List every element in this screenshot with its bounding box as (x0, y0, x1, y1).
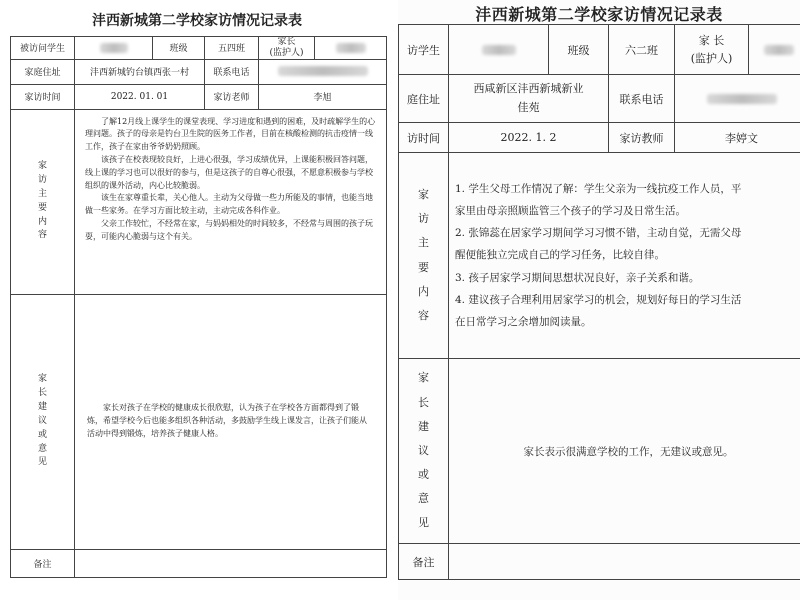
left-remark-empty (75, 549, 387, 577)
left-content-paragraph: 了解12月线上课学生的课堂表现、学习进度和遇到的困难，及时疏解学生的心理问题。孩子的母亲是钓台卫生院的医务工作者，目前在核酸检测的抗击疫情一线工作，孩子在家由爷爷奶奶照顾。 (85, 116, 376, 152)
right-value-address: 西咸新区沣西新城新业 佳苑 (449, 75, 609, 123)
right-row-student (399, 25, 800, 75)
left-row-suggestion (11, 294, 387, 549)
right-label-class: 班级 (549, 25, 609, 75)
right-label-suggestion: 家 长 建 议 或 意 见 (399, 359, 449, 544)
right-form-title: 沣西新城第二学校家访情况记录表 (475, 5, 723, 24)
right-value-date: 2022. 1. 2 (449, 123, 609, 153)
right-row-time (399, 123, 800, 153)
left-record-form (4, 0, 390, 600)
left-label-parent: 家长 (监护人) (259, 37, 315, 60)
left-value-date: 2022. 01. 01 (75, 84, 205, 109)
right-content-line: 2. 张锦蕊在居家学习期间学习习惯不错，主动自觉，无需父母 (455, 227, 742, 240)
left-value-address: 沣西新城钓台镇西张一村 (75, 59, 205, 84)
right-content-line: 醒便能独立完成自己的学习任务，比较自律。 (455, 249, 665, 262)
left-label-remark: 备注 (11, 549, 75, 577)
left-row-address (11, 59, 387, 84)
left-label-teacher: 家访老师 (205, 84, 259, 109)
right-label-student: 访学生 (399, 25, 449, 75)
left-value-teacher: 李旭 (259, 84, 387, 109)
right-suggestion-text: 家长表示很满意学校的工作，无建议或意见。 (449, 359, 800, 544)
right-value-teacher: 李婷文 (675, 123, 800, 153)
right-parent-name-redacted (749, 25, 800, 75)
left-value-class: 五四班 (205, 37, 259, 60)
left-row-time (11, 84, 387, 109)
left-student-name-redacted (75, 37, 153, 60)
left-form-title: 沣西新城第二学校家访情况记录表 (92, 13, 302, 29)
right-content-line: 家里由母亲照顾监管三个孩子的学习及日常生活。 (455, 205, 686, 218)
right-row-remark (399, 544, 800, 580)
right-value-class: 六二班 (609, 25, 675, 75)
left-suggestion-text: 家长对孩子在学校的健康成长很欣慰，认为孩子在学校各方面都得到了锻炼，希望学校今后也能多组织各种活动，多鼓励学生线上课发言，让孩子们能从活动中得到锻炼，培养孩子健康人格。 (75, 294, 387, 549)
right-student-name-redacted (449, 25, 549, 75)
right-row-content (399, 153, 800, 359)
left-label-class: 班级 (153, 37, 205, 60)
right-content-line: 3. 孩子居家学习期间思想状况良好，亲子关系和谐。 (455, 271, 700, 284)
right-row-address (399, 75, 800, 123)
right-row-suggestion (399, 359, 800, 544)
right-remark-empty (449, 544, 800, 580)
right-label-remark: 备注 (399, 544, 449, 580)
left-content-text (75, 109, 387, 294)
right-phone-redacted (675, 75, 800, 123)
right-record-form (398, 0, 800, 600)
left-parent-name-redacted (315, 37, 387, 60)
right-content-text (449, 153, 800, 359)
left-row-student (11, 37, 387, 60)
right-label-teacher: 家访教师 (609, 123, 675, 153)
left-label-address: 家庭住址 (11, 59, 75, 84)
left-row-remark (11, 549, 387, 577)
right-label-content: 家 访 主 要 内 容 (399, 153, 449, 359)
right-label-address: 庭住址 (399, 75, 449, 123)
left-label-phone: 联系电话 (205, 59, 259, 84)
left-label-time: 家访时间 (11, 84, 75, 109)
left-content-paragraph: 该生在家尊重长辈，关心他人。主动为父母做一些力所能及的事情，也能当地做一些家务。在学习方面比较主动，主动完成各科作业。 (85, 193, 373, 216)
left-label-content: 家 访 主 要 内 容 (11, 109, 75, 294)
right-content-line: 在日常学习之余增加阅读量。 (455, 315, 592, 328)
left-label-suggestion: 家 长 建 议 或 意 见 (11, 294, 75, 549)
right-label-time: 访时间 (399, 123, 449, 153)
right-label-phone: 联系电话 (609, 75, 675, 123)
right-content-line: 1. 学生父母工作情况了解：学生父亲为一线抗疫工作人员，平 (455, 183, 742, 196)
left-content-paragraph: 父亲工作较忙，不经常在家，与妈妈相处的时间较多，不经常与周围的孩子玩耍，可能内心脆弱与这个有关。 (85, 218, 373, 241)
right-form-table (398, 24, 800, 580)
right-label-parent: 家 长 (监护人) (675, 25, 749, 75)
right-content-line: 4. 建议孩子合理利用居家学习的机会，规划好每日的学习生活 (455, 293, 742, 306)
left-form-table (10, 36, 387, 578)
left-label-student: 被访问学生 (11, 37, 75, 60)
left-content-paragraph: 该孩子在校表现较良好，上进心很强，学习成绩优异，上课能积极回答问题，线上课的学习也可以很好的参与，但是这孩子的自尊心很强，不愿意积极参与学校组织的课外活动，内心比较脆弱。 (85, 154, 373, 190)
left-row-content (11, 109, 387, 294)
left-phone-redacted (259, 59, 387, 84)
